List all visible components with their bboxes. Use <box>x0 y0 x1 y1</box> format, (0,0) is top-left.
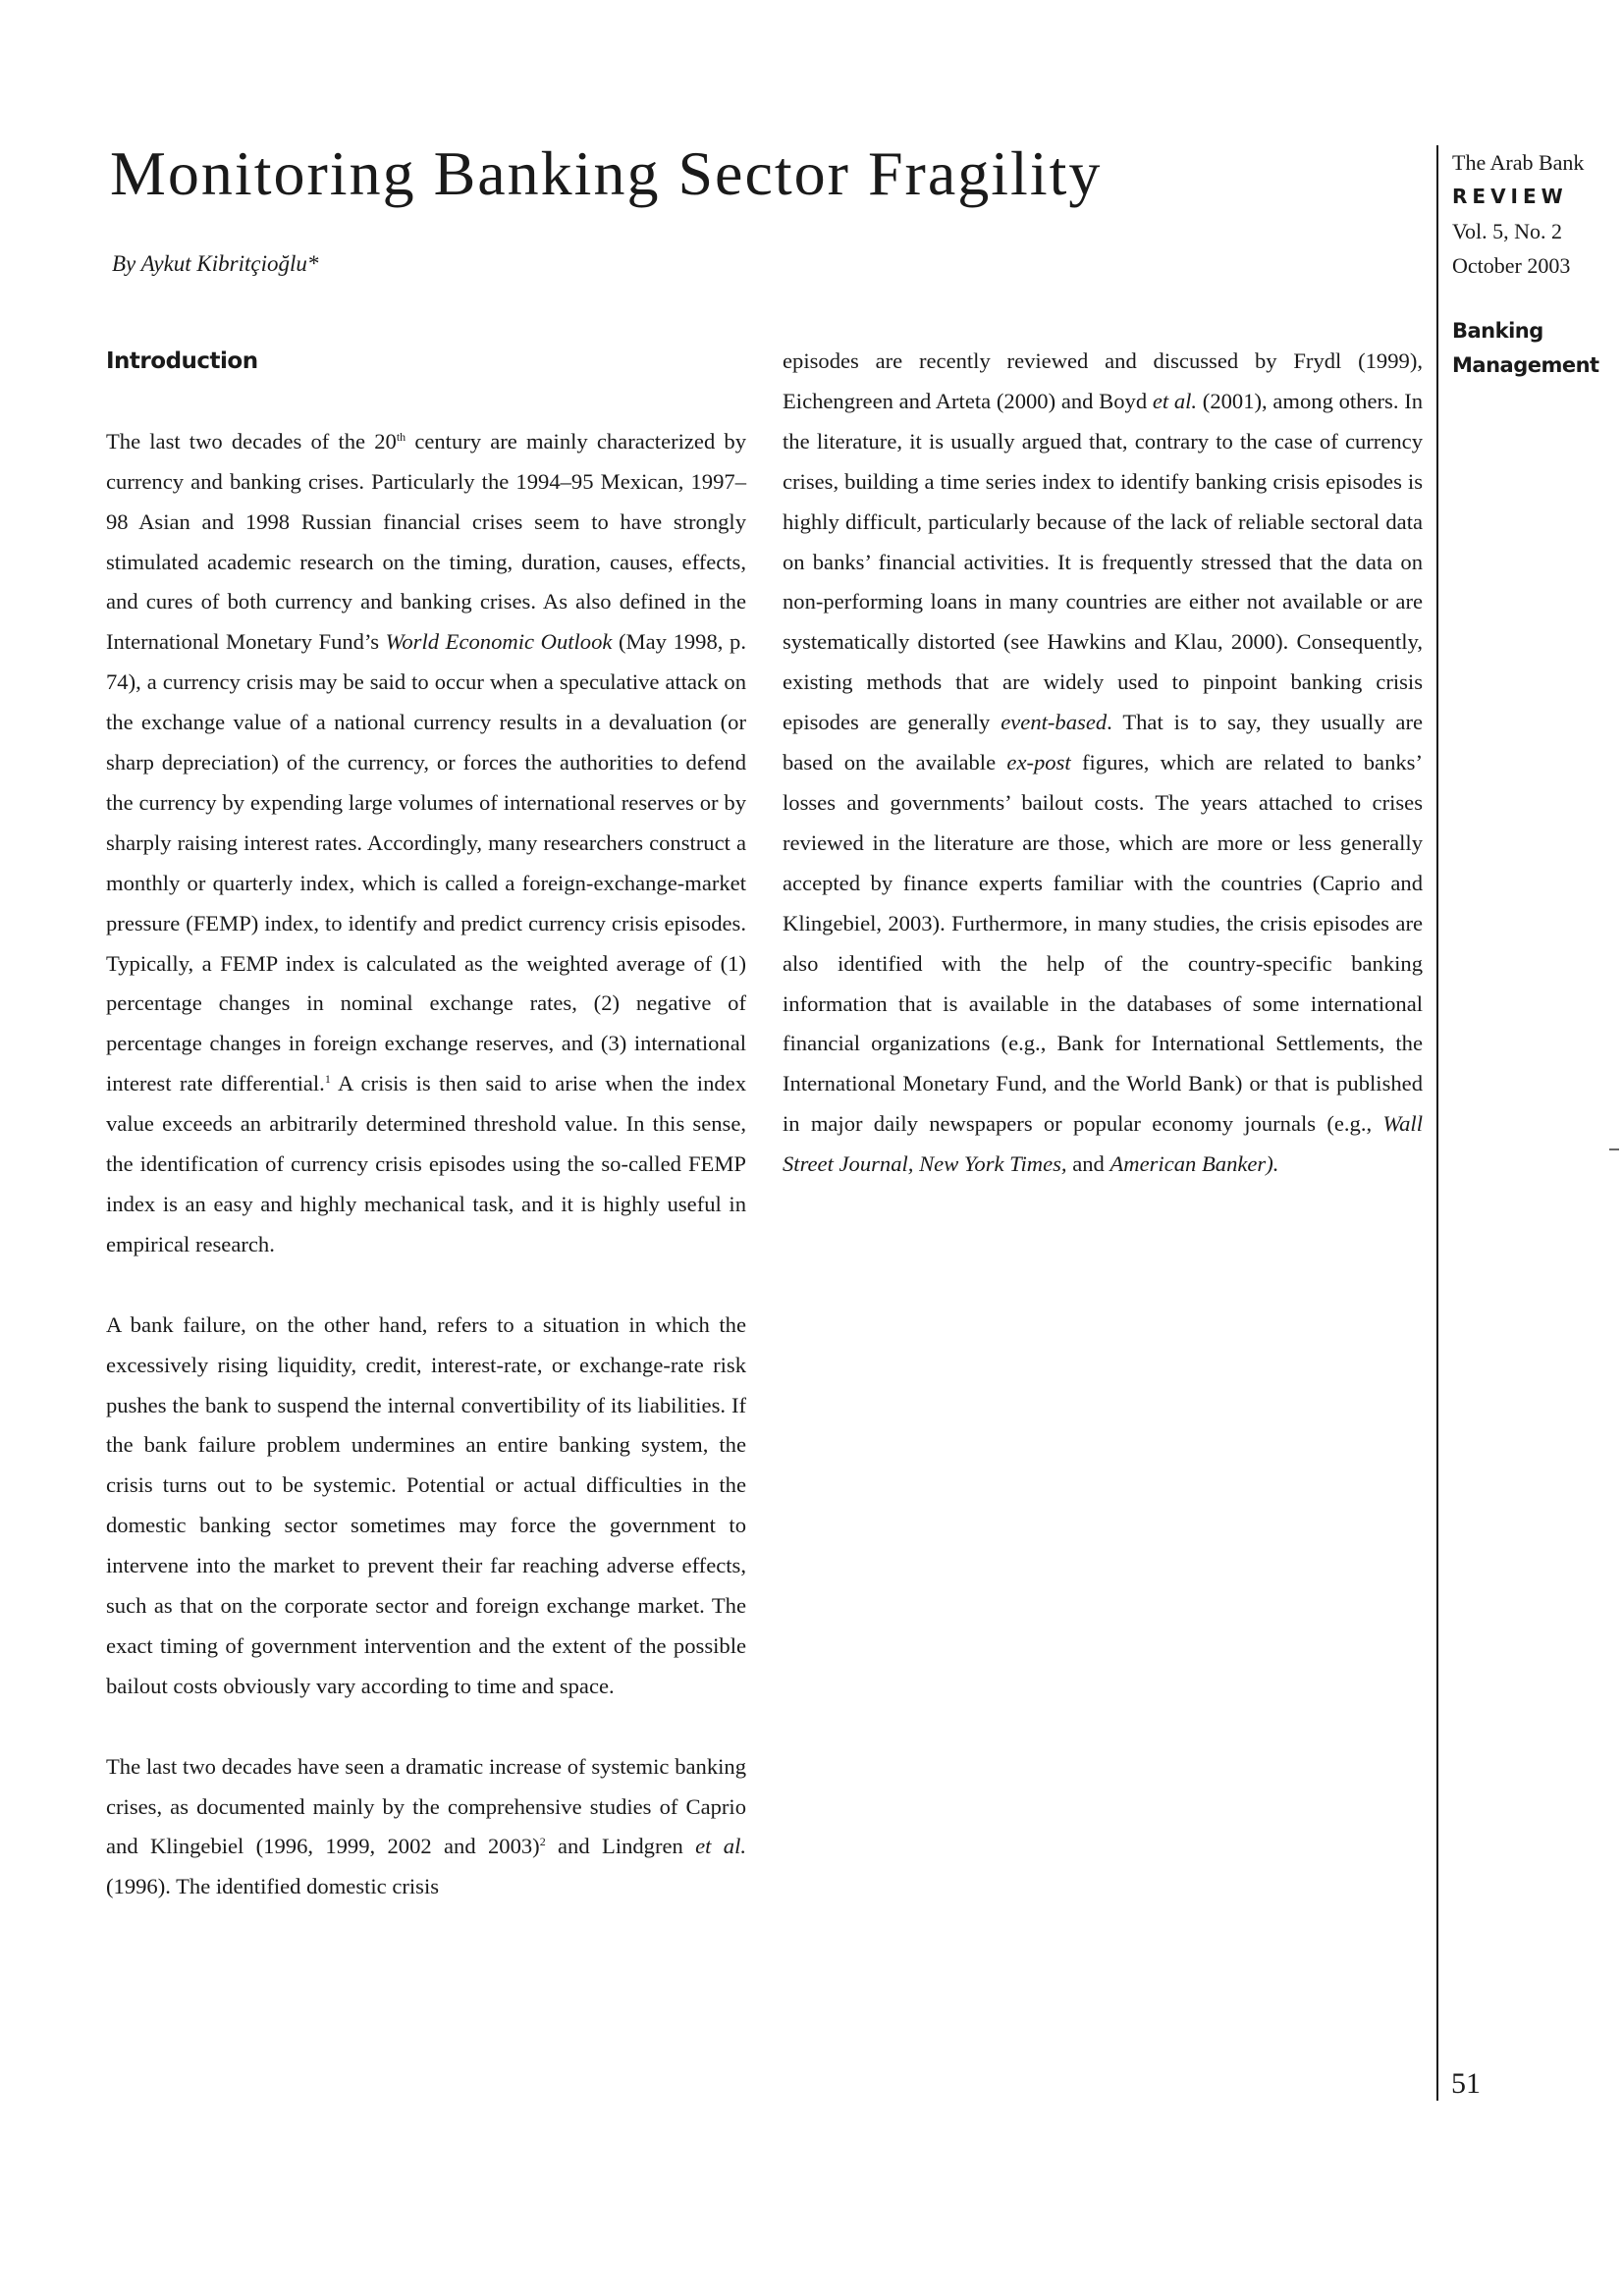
p4-text-e: and <box>1066 1151 1110 1177</box>
newspaper-titles: Wall Street Journal, New York Times, <box>783 1111 1423 1177</box>
journal-sidebar <box>1452 145 1623 383</box>
p1-text-b: century are mainly characterized by currency and banking crises. Particularly the 1994–95 Mexican, 1997–98 Asian and 1998 Russian financial crises seem to have strongly stimulated academic research on the timing, duration, causes, effects, and cures of both currency and banking crises. As also defined in the International Monetary Fund’s <box>106 428 746 655</box>
p3-text-a: The last two decades have seen a dramatic increase of systemic banking crises, as documented mainly by the comprehensive studies of Caprio and Klingebiel (1996, 1999, 2002 and 2003) <box>106 1753 746 1859</box>
p3-text-c: (1996). The identified domestic crisis <box>106 1874 440 1899</box>
section-heading: Introduction <box>106 348 258 374</box>
journal-title-american-banker: American Banker). <box>1109 1151 1279 1177</box>
publisher-name: The Arab Bank <box>1452 150 1585 175</box>
section-label <box>1452 314 1623 383</box>
text-column-left <box>106 342 746 1907</box>
sidebar-rule <box>1436 145 1438 2101</box>
margin-mark <box>1609 1148 1619 1150</box>
event-based-term: event-based <box>1001 710 1108 735</box>
paragraph-2: A bank failure, on the other hand, refers to a situation in which the excessively rising liquidity, credit, interest-rate, or exchange-rate risk pushes the bank to suspend the internal convertibility of its liabilities. If the bank failure problem undermines an entire banking system, the crisis turns out to be systemic. Potential or actual difficulties in the domestic banking sector sometimes may force the government to intervene into the market to prevent their far reaching adverse effects, such as that on the corporate sector and foreign exchange market. The exact timing of government intervention and the extent of the possible bailout costs obviously vary according to time and space. <box>106 1311 746 1698</box>
article-author: By Aykut Kibritçioğlu* <box>112 251 319 276</box>
superscript-th: th <box>396 429 406 444</box>
journal-date: October 2003 <box>1452 253 1571 278</box>
weo-title: World Economic Outlook <box>385 629 613 655</box>
p1-text-d: A crisis is then said to arise when the index value exceeds an arbitrarily determined threshold value. In this sense, the identification of currency crisis episodes using the so-called FEMP index is an easy and highly mechanical task, and it is highly useful in empirical research. <box>106 1071 746 1256</box>
paragraph-1 <box>106 422 746 1265</box>
page-number: 51 <box>1451 2067 1481 2100</box>
text-column-right <box>783 342 1423 1185</box>
footnote-ref-1: 1 <box>324 1072 331 1087</box>
section-label-line1: Banking <box>1452 319 1543 343</box>
footnote-ref-2: 2 <box>539 1835 546 1849</box>
ex-post-term: ex-post <box>1006 750 1071 775</box>
p1-text-a: The last two decades of the 20 <box>106 428 397 454</box>
section-label-line2: Management <box>1452 353 1599 377</box>
paragraph-4 <box>783 342 1423 1185</box>
p4-text-d: figures, which are related to banks’ losses and governments’ bailout costs. The years attached to crises reviewed in the literature are those, which are more or less generally accepted by finance experts familiar with the countries (Caprio and Klingebiel, 2003). Furthermore, in many studies, the crisis episodes are also identified with the help of the country-specific banking information that is available in the databases of some international financial organizations (e.g., Bank for International Settlements, the International Monetary Fund, and the World Bank) or that is published in major daily newspapers or popular economy journals (e.g., <box>783 750 1423 1137</box>
et-al: et al. <box>695 1834 746 1859</box>
p4-text-c: . That is to say, they usually are based on the available <box>783 710 1424 775</box>
journal-volume: Vol. 5, No. 2 <box>1452 219 1563 243</box>
p3-text-b: and Lindgren <box>545 1834 696 1859</box>
article-title: Monitoring Banking Sector Fragility <box>110 138 1103 208</box>
p1-text-c: (May 1998, p. 74), a currency crisis may be said to occur when a speculative attack on the exchange value of a national currency results in a devaluation (or sharp depreciation) of the currency, or forces the authorities to defend the currency by expending large volumes of international reserves or by sharply raising interest rates. Accordingly, many researchers construct a monthly or quarterly index, which is called a foreign-exchange-market pressure (FEMP) index, to identify and predict currency crisis episodes. Typically, a FEMP index is calculated as the weighted average of (1) percentage changes in nominal exchange rates, (2) negative of percentage changes in foreign exchange reserves, and (3) international interest rate differential. <box>106 629 746 1096</box>
p4-text-b: (2001), among others. In the literature, it is usually argued that, contrary to the case of currency crises, building a time series index to identify banking crisis episodes is highly difficult, particularly because of the lack of reliable sectoral data on banks’ financial activities. It is frequently stressed that the data on non-performing loans in many countries are either not available or are systematically distorted (see Hawkins and Klau, 2000). Consequently, existing methods that are widely used to pinpoint banking crisis episodes are generally <box>783 388 1424 735</box>
p4-text-a: episodes are recently reviewed and discussed by Frydl (1999), Eichengreen and Arteta (2000) and Boyd <box>783 348 1423 413</box>
et-al: et al. <box>1152 388 1198 413</box>
paragraph-3 <box>106 1747 746 1908</box>
journal-name: REVIEW <box>1452 185 1568 208</box>
